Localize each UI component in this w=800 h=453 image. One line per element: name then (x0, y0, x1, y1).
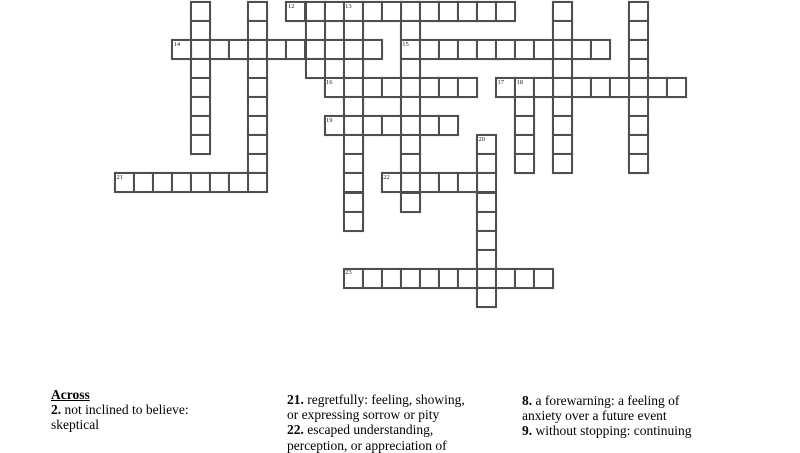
crossword-cell[interactable] (247, 153, 268, 174)
crossword-cell[interactable] (609, 77, 630, 98)
crossword-cell[interactable] (190, 1, 211, 22)
crossword-cell[interactable] (514, 153, 535, 174)
crossword-cell[interactable] (400, 172, 421, 193)
crossword-cell[interactable] (628, 96, 649, 117)
crossword-cell[interactable] (228, 172, 249, 193)
crossword-cell[interactable] (495, 77, 516, 98)
crossword-cell[interactable] (628, 153, 649, 174)
crossword-cell[interactable] (343, 268, 364, 289)
crossword-cell[interactable] (343, 172, 364, 193)
clue-line: 2. not inclined to believe: (51, 401, 189, 417)
crossword-cell[interactable] (114, 172, 135, 193)
crossword-cell[interactable] (419, 172, 440, 193)
cell-number-label: 20 (478, 135, 485, 143)
crossword-cell[interactable] (514, 39, 535, 60)
crossword-cell[interactable] (190, 172, 211, 193)
cell-number-label: 16 (326, 78, 333, 86)
crossword-cell[interactable] (514, 96, 535, 117)
crossword-cell[interactable] (514, 115, 535, 136)
crossword-cell[interactable] (247, 1, 268, 22)
crossword-cell[interactable] (590, 39, 611, 60)
clue-line: perception, or appreciation of (287, 437, 447, 453)
crossword-cell[interactable] (571, 77, 592, 98)
cell-number-label: 13 (345, 2, 352, 10)
crossword-cell[interactable] (514, 77, 535, 98)
crossword-cell[interactable] (247, 134, 268, 155)
crossword-cell[interactable] (476, 230, 497, 251)
crossword-cell[interactable] (171, 172, 192, 193)
crossword-cell[interactable] (381, 115, 402, 136)
crossword-cell[interactable] (552, 39, 573, 60)
crossword-cell[interactable] (438, 77, 459, 98)
crossword-cell[interactable] (628, 39, 649, 60)
clue-column-right (522, 393, 692, 439)
crossword-cell[interactable] (533, 39, 554, 60)
crossword-cell[interactable] (552, 115, 573, 136)
crossword-cell[interactable] (362, 77, 383, 98)
cell-number-label: 21 (116, 173, 123, 181)
crossword-cell[interactable] (362, 268, 383, 289)
across-heading: Across (51, 386, 90, 402)
crossword-cell[interactable] (190, 20, 211, 41)
crossword-cell[interactable] (190, 96, 211, 117)
crossword-cell[interactable] (285, 39, 306, 60)
crossword-cell[interactable] (419, 1, 440, 22)
crossword-cell[interactable] (438, 172, 459, 193)
clue-column-left (51, 387, 189, 433)
crossword-cell[interactable] (514, 268, 535, 289)
clue-number: 9. (522, 423, 536, 439)
crossword-cell[interactable] (247, 20, 268, 41)
crossword-cell[interactable] (647, 77, 668, 98)
crossword-cell[interactable] (247, 39, 268, 60)
crossword-cell[interactable] (457, 1, 478, 22)
clue-line: anxiety over a future event (522, 408, 667, 424)
clue-number: 2. (51, 401, 65, 417)
crossword-cell[interactable] (628, 58, 649, 79)
crossword-cell[interactable] (190, 115, 211, 136)
crossword-cell[interactable] (495, 268, 516, 289)
crossword-cell[interactable] (628, 134, 649, 155)
crossword-cell[interactable] (152, 172, 173, 193)
crossword-cell[interactable] (476, 268, 497, 289)
crossword-cell[interactable] (419, 115, 440, 136)
crossword-cell[interactable] (552, 1, 573, 22)
crossword-cell[interactable] (533, 77, 554, 98)
crossword-cell[interactable] (247, 77, 268, 98)
crossword-cell[interactable] (476, 192, 497, 213)
cell-number-label: 14 (173, 40, 181, 48)
crossword-cell[interactable] (476, 172, 497, 193)
crossword-cell[interactable] (476, 249, 497, 270)
crossword-cell[interactable] (343, 211, 364, 232)
crossword-cell[interactable] (552, 134, 573, 155)
crossword-cell[interactable] (305, 58, 326, 79)
crossword-cell[interactable] (400, 268, 421, 289)
crossword-cell[interactable] (419, 39, 440, 60)
clue-line: skeptical (51, 416, 99, 432)
crossword-cell[interactable] (438, 39, 459, 60)
crossword-cell[interactable] (400, 1, 421, 22)
clue-column-middle (287, 392, 465, 453)
cell-number-label: 22 (383, 173, 390, 181)
clue-number: 8. (522, 393, 536, 408)
crossword-cell[interactable] (476, 287, 497, 308)
crossword-cell[interactable] (666, 77, 687, 98)
cell-number-label: 15 (402, 40, 409, 48)
crossword-cell[interactable] (190, 134, 211, 155)
crossword-cell[interactable] (438, 115, 459, 136)
crossword-cell[interactable] (533, 268, 554, 289)
crossword-cell[interactable] (438, 1, 459, 22)
crossword-cell[interactable] (628, 77, 649, 98)
crossword-cell[interactable] (171, 39, 192, 60)
crossword-cell[interactable] (400, 115, 421, 136)
crossword-cell[interactable] (552, 153, 573, 174)
crossword-cell[interactable] (476, 211, 497, 232)
crossword-cell[interactable] (305, 20, 326, 41)
clue-line: 21. regretfully: feeling, showing, (287, 392, 465, 407)
crossword-cell[interactable] (381, 172, 402, 193)
crossword-cell[interactable] (247, 115, 268, 136)
crossword-cell[interactable] (514, 134, 535, 155)
crossword-cell[interactable] (400, 58, 421, 79)
crossword-cell[interactable] (343, 96, 364, 117)
crossword-cell[interactable] (343, 1, 364, 22)
crossword-cell[interactable] (476, 39, 497, 60)
crossword-cell[interactable] (247, 172, 268, 193)
crossword-cell[interactable] (476, 1, 497, 22)
crossword-cell[interactable] (381, 77, 402, 98)
crossword-cell[interactable] (552, 77, 573, 98)
crossword-cell[interactable] (343, 58, 364, 79)
crossword-cell[interactable] (381, 268, 402, 289)
crossword-cell[interactable] (419, 268, 440, 289)
crossword-cell[interactable] (266, 39, 287, 60)
crossword-cell[interactable] (590, 77, 611, 98)
crossword-cell[interactable] (343, 77, 364, 98)
crossword-cell[interactable] (362, 1, 383, 22)
crossword-cell[interactable] (571, 39, 592, 60)
crossword-cell[interactable] (324, 1, 345, 22)
crossword-cell[interactable] (552, 96, 573, 117)
crossword-cell[interactable] (457, 268, 478, 289)
crossword-cell[interactable] (343, 192, 364, 213)
crossword-cell[interactable] (247, 96, 268, 117)
crossword-cell[interactable] (362, 115, 383, 136)
crossword-cell[interactable] (457, 77, 478, 98)
crossword-cell[interactable] (228, 39, 249, 60)
crossword-cell[interactable] (343, 134, 364, 155)
crossword-cell[interactable] (324, 39, 345, 60)
crossword-cell[interactable] (419, 77, 440, 98)
crossword-cell[interactable] (400, 96, 421, 117)
crossword-cell[interactable] (285, 1, 306, 22)
crossword-cell[interactable] (457, 172, 478, 193)
crossword-cell[interactable] (476, 134, 497, 155)
crossword-cell[interactable] (457, 39, 478, 60)
clue-line: 22. escaped understanding, (287, 422, 434, 438)
crossword-cell[interactable] (343, 20, 364, 41)
clue-number: 21. (287, 392, 308, 407)
crossword-cell[interactable] (400, 77, 421, 98)
crossword-cell[interactable] (209, 39, 230, 60)
crossword-cell[interactable] (476, 153, 497, 174)
crossword-cell[interactable] (400, 20, 421, 41)
cell-number-label: 12 (287, 2, 295, 10)
crossword-cell[interactable] (133, 172, 154, 193)
crossword-cell[interactable] (324, 115, 345, 136)
cell-number-label: 17 (497, 78, 504, 86)
crossword-cell[interactable] (190, 58, 211, 79)
crossword-cell[interactable] (628, 20, 649, 41)
clue-line: or expressing sorrow or pity (287, 407, 440, 423)
cell-number-label: 18 (516, 78, 524, 86)
crossword-cell[interactable] (209, 172, 230, 193)
cell-number-label: 23 (345, 269, 352, 277)
crossword-cell[interactable] (343, 153, 364, 174)
crossword-cell[interactable] (552, 20, 573, 41)
crossword-cell[interactable] (400, 153, 421, 174)
crossword-cell[interactable] (628, 1, 649, 22)
crossword-cell[interactable] (400, 39, 421, 60)
crossword-cell[interactable] (343, 39, 364, 60)
crossword-cell[interactable] (324, 77, 345, 98)
crossword-cell[interactable] (247, 58, 268, 79)
clue-line: 8. a forewarning: a feeling of (522, 393, 680, 408)
crossword-cell[interactable] (381, 1, 402, 22)
crossword-cell[interactable] (190, 39, 211, 60)
crossword-cell[interactable] (343, 115, 364, 136)
crossword-cell[interactable] (190, 77, 211, 98)
crossword-cell[interactable] (552, 58, 573, 79)
cell-number-label: 19 (326, 116, 333, 124)
crossword-cell[interactable] (362, 39, 383, 60)
crossword-cell[interactable] (305, 39, 326, 60)
crossword-cell[interactable] (628, 115, 649, 136)
crossword-cell[interactable] (495, 1, 516, 22)
crossword-cell[interactable] (438, 268, 459, 289)
crossword-cell[interactable] (495, 39, 516, 60)
clue-line: 9. without stopping: continuing (522, 423, 692, 439)
crossword-cell[interactable] (400, 192, 421, 213)
crossword-cell[interactable] (305, 1, 326, 22)
clue-number: 22. (287, 422, 308, 438)
crossword-cell[interactable] (400, 134, 421, 155)
